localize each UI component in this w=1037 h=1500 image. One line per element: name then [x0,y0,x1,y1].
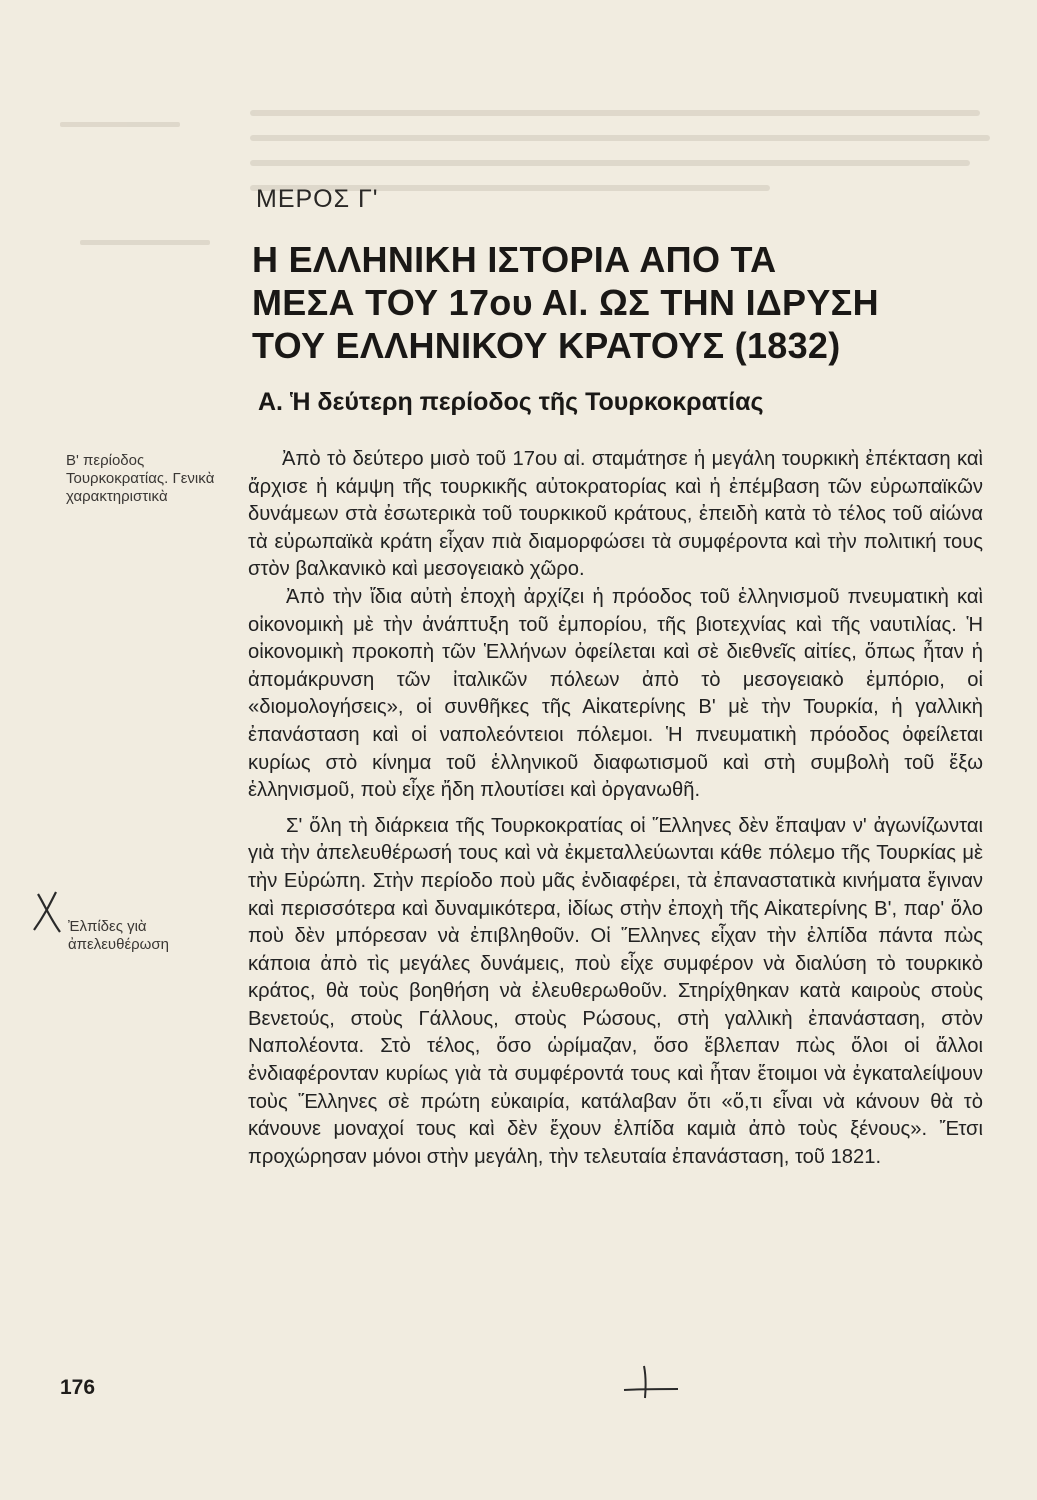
chapter-title-line-2: ΜΕΣΑ ΤΟΥ 17ου ΑΙ. ΩΣ ΤΗΝ ΙΔΡΥΣΗ [252,282,879,323]
chapter-title-line-3: ΤΟΥ ΕΛΛΗΝΙΚΟΥ ΚΡΑΤΟΥΣ (1832) [252,325,841,366]
paragraph-2: Ἀπὸ τὴν ἴδια αὐτὴ ἐποχὴ ἀρχίζει ἡ πρόοδος τοῦ ἑλληνισμοῦ πνευματικὴ καὶ οἰκονομικὴ μὲ τὴν ἀνάπτυξη τοῦ ἐμπορίου, τῆς βιοτεχνίας καὶ τῆς ναυτιλίας. Ἡ οἰκονομικὴ προκοπὴ τῶν Ἑλλήνων ὀφείλεται καὶ σὲ διεθνεῖς αἰτίες, ὅπως ἦταν ἡ ἀπομάκρυνση τῶν ἰταλικῶν πόλεων ἀπὸ τὸ μεσογειακὸ ἐμπόριο, οἱ «διομολογήσεις», οἱ συνθῆκες τῆς Αἰκατερίνης Β' μὲ τὴν Τουρκία, ἡ γαλλικὴ ἐπανάσταση καὶ οἱ ναπολεόντειοι πόλεμοι. Ἡ πνευματικὴ πρόοδος ὀφείλεται κυρίως στὸ κίνημα τοῦ ἑλληνικοῦ διαφωτισμοῦ καὶ στὴ συμβολὴ τοῦ ἔξω ἑλληνισμοῦ, ποὺ εἶχε ἤδη πλουτίσει καὶ ὀργανωθῆ. [248,585,983,802]
body-text [248,446,983,1171]
paragraph-3: Σ' ὅλη τὴ διάρκεια τῆς Τουρκοκρατίας οἱ Ἕλληνες δὲν ἔπαψαν ν' ἀγωνίζωνται γιὰ τὴν ἀπελευθέρωσή τους καὶ νὰ ἐκμεταλλεύωνται κάθε πόλεμο τῆς Τουρκίας μὲ τὴν Εὐρώπη. Στὴν περίοδο ποὺ μᾶς ἐνδιαφέρει, τὰ ἐπαναστατικὰ κινήματα ἔγιναν καὶ περισσότερα καὶ δυναμικότερα, ἰδίως στὴν ἐποχὴ τῆς Αἰκατερίνης Β', παρ' ὅλο ποὺ δὲν μπόρεσαν νὰ ἐπιβληθοῦν. Οἱ Ἕλληνες εἶχαν τὴν ἐλπίδα πάντα πὼς κάποια ἀπὸ τὶς μεγάλες δυνάμεις, ποὺ εἶχε συμφέρον νὰ διαλύση τὸ τουρκικὸ κράτος, θὰ τοὺς βοηθήση νὰ ἐλευθερωθοῦν. Στηρίχθηκαν κατὰ καιροὺς στοὺς Βενετούς, στοὺς Γάλλους, στοὺς Ρώσους, στὴ γαλλικὴ ἐπανάσταση, στὸν Ναπολέοντα. Στὸ τέλος, ὅσο ὡρίμαζαν, ὅσο ἔβλεπαν πὼς ὅλοι οἱ ἄλλοι ἐνδιαφέρονταν κυρίως γιὰ τὰ συμφέροντά τους καὶ ἦταν ἕτοιμοι νὰ ἐγκαταλείψουν τοὺς Ἕλληνες σὲ πρώτη εὐκαιρία, κατάλαβαν ὅτι «ὅ,τι εἶναι νὰ κάνουν θὰ τὸ κάνουνε μοναχοί τους καὶ δὲν ἔχουν ἐλπίδα καμιὰ ἀπὸ τοὺς ξένους». Ἔτσι προχώρησαν μόνοι στὴν μεγάλη, τὴν τελευταία ἐπανάσταση, τοῦ 1821. [248,814,983,1168]
margin-note-second-period: Β' περίοδος Τουρκοκρατίας. Γενικὰ χαρακτηριστικὰ [66,452,215,505]
chapter-title-line-1: Η ΕΛΛΗΝΙΚΗ ΙΣΤΟΡΙΑ ΑΠΟ ΤΑ [252,239,777,280]
page-number: 176 [60,1376,96,1399]
handwritten-cross-mark [620,1362,680,1402]
chapter-title [252,238,972,367]
section-heading: Α. Ἡ δεύτερη περίοδος τῆς Τουρκοκρατίας [258,388,764,416]
paragraph-1: Ἀπὸ τὸ δεύτερο μισὸ τοῦ 17ου αἰ. σταμάτησε ἡ μεγάλη τουρκικὴ ἐπέκταση καὶ ἄρχισε ἡ κάμψη τῆς τουρκικῆς αὐτοκρατορίας καὶ ἡ ἐπέμβαση τῶν εὐρωπαϊκῶν δυνάμεων στὰ ἐσωτερικὰ τοῦ τουρκικοῦ κράτους, ἐπειδὴ κατὰ τὸ τέλος τοῦ αἰώνα τὰ εὐρωπαϊκὰ κράτη εἶχαν πιὰ διαμορφώσει τὰ συμφέροντα καὶ τὴν πολιτική τους στὸν βαλκανικὸ καὶ μεσογειακὸ χῶρο. [248,448,983,581]
part-label: ΜΕΡΟΣ Γ' [256,185,379,213]
handwritten-x-mark [30,888,66,936]
margin-note-liberation-hopes: Ἐλπίδες γιὰ ἀπελευθέρωση [68,918,169,953]
